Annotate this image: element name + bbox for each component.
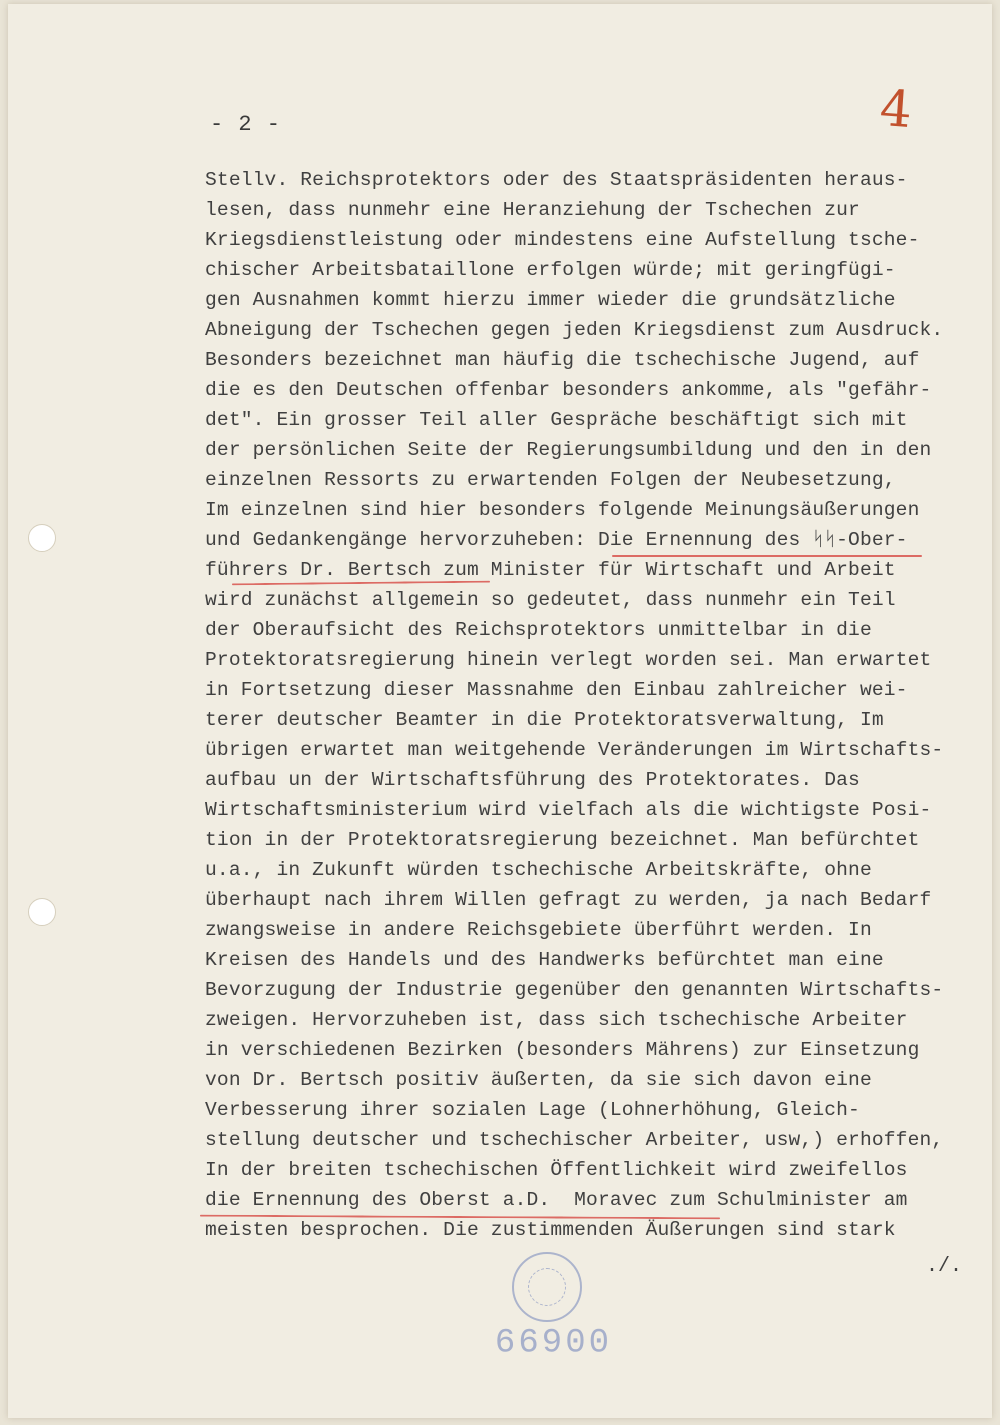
text-line: meisten besprochen. Die zustimmenden Äußerungen sind stark [205,1219,896,1241]
archive-stamp [512,1252,582,1322]
text-line: führers Dr. Bertsch zum Minister für Wirtschaft und Arbeit [205,559,896,581]
page-number: - 2 - [210,112,282,137]
text-line: Verbesserung ihrer sozialen Lage (Lohnerhöhung, Gleich- [205,1099,860,1121]
text-line: Protektoratsregierung hinein verlegt worden sei. Man erwartet [205,649,932,671]
text-line: terer deutscher Beamter in die Protektoratsverwaltung, Im [205,709,884,731]
text-line: und Gedankengänge hervorzuheben: Die Ernennung des ᛋᛋ-Ober- [205,529,908,551]
text-line: Kreisen des Handels und des Handwerks befürchtet man eine [205,949,884,971]
text-line: u.a., in Zukunft würden tschechische Arbeitskräfte, ohne [205,859,872,881]
text-line: lesen, dass nunmehr eine Heranziehung der Tschechen zur [205,199,860,221]
text-line: stellung deutscher und tschechischer Arbeiter, usw,) erhoffen, [205,1129,944,1151]
text-line: Abneigung der Tschechen gegen jeden Kriegsdienst zum Ausdruck. [205,319,944,341]
handwritten-page-number: 4 [878,78,914,140]
text-line: in Fortsetzung dieser Massnahme den Einbau zahlreicher wei- [205,679,908,701]
punch-hole-bottom [28,898,56,926]
red-underline [612,555,922,557]
text-line: übrigen erwartet man weitgehende Veränderungen im Wirtschafts- [205,739,944,761]
text-line: die Ernennung des Oberst a.D. Moravec zum Schulminister am [205,1189,908,1211]
archive-number: 00699 [492,1318,610,1356]
punch-hole-top [28,524,56,552]
text-line: Besonders bezeichnet man häufig die tschechische Jugend, auf [205,349,920,371]
archive-stamp-inner-ring [528,1268,566,1306]
text-line: Bevorzugung der Industrie gegenüber den genannten Wirtschafts- [205,979,944,1001]
text-line: tion in der Protektoratsregierung bezeichnet. Man befürchtet [205,829,920,851]
text-line: einzelnen Ressorts zu erwartenden Folgen der Neubesetzung, [205,469,896,491]
text-line: Wirtschaftsministerium wird vielfach als die wichtigste Posi- [205,799,932,821]
text-line: wird zunächst allgemein so gedeutet, dass nunmehr ein Teil [205,589,896,611]
continuation-mark: ./. [926,1255,963,1278]
text-line: in verschiedenen Bezirken (besonders Mährens) zur Einsetzung [205,1039,920,1061]
text-line: det". Ein grosser Teil aller Gespräche beschäftigt sich mit [205,409,908,431]
text-line: chischer Arbeitsbataillone erfolgen würde; mit geringfügi- [205,259,896,281]
text-line: der persönlichen Seite der Regierungsumbildung und den in den [205,439,932,461]
text-line: die es den Deutschen offenbar besonders ankomme, als "gefähr- [205,379,932,401]
text-line: Im einzelnen sind hier besonders folgende Meinungsäußerungen [205,499,920,521]
text-line: In der breiten tschechischen Öffentlichkeit wird zweifellos [205,1159,908,1181]
text-line: der Oberaufsicht des Reichsprotektors unmittelbar in die [205,619,872,641]
text-line: gen Ausnahmen kommt hierzu immer wieder die grundsätzliche [205,289,896,311]
text-line: von Dr. Bertsch positiv äußerten, da sie sich davon eine [205,1069,872,1091]
text-line: zweigen. Hervorzuheben ist, dass sich tschechische Arbeiter [205,1009,908,1031]
text-line: überhaupt nach ihrem Willen gefragt zu werden, ja nach Bedarf [205,889,932,911]
text-line: Kriegsdienstleistung oder mindestens eine Aufstellung tsche- [205,229,920,251]
text-line: zwangsweise in andere Reichsgebiete überführt werden. In [205,919,872,941]
text-line: Stellv. Reichsprotektors oder des Staatspräsidenten heraus- [205,169,908,191]
text-line: aufbau un der Wirtschaftsführung des Protektorates. Das [205,769,860,791]
